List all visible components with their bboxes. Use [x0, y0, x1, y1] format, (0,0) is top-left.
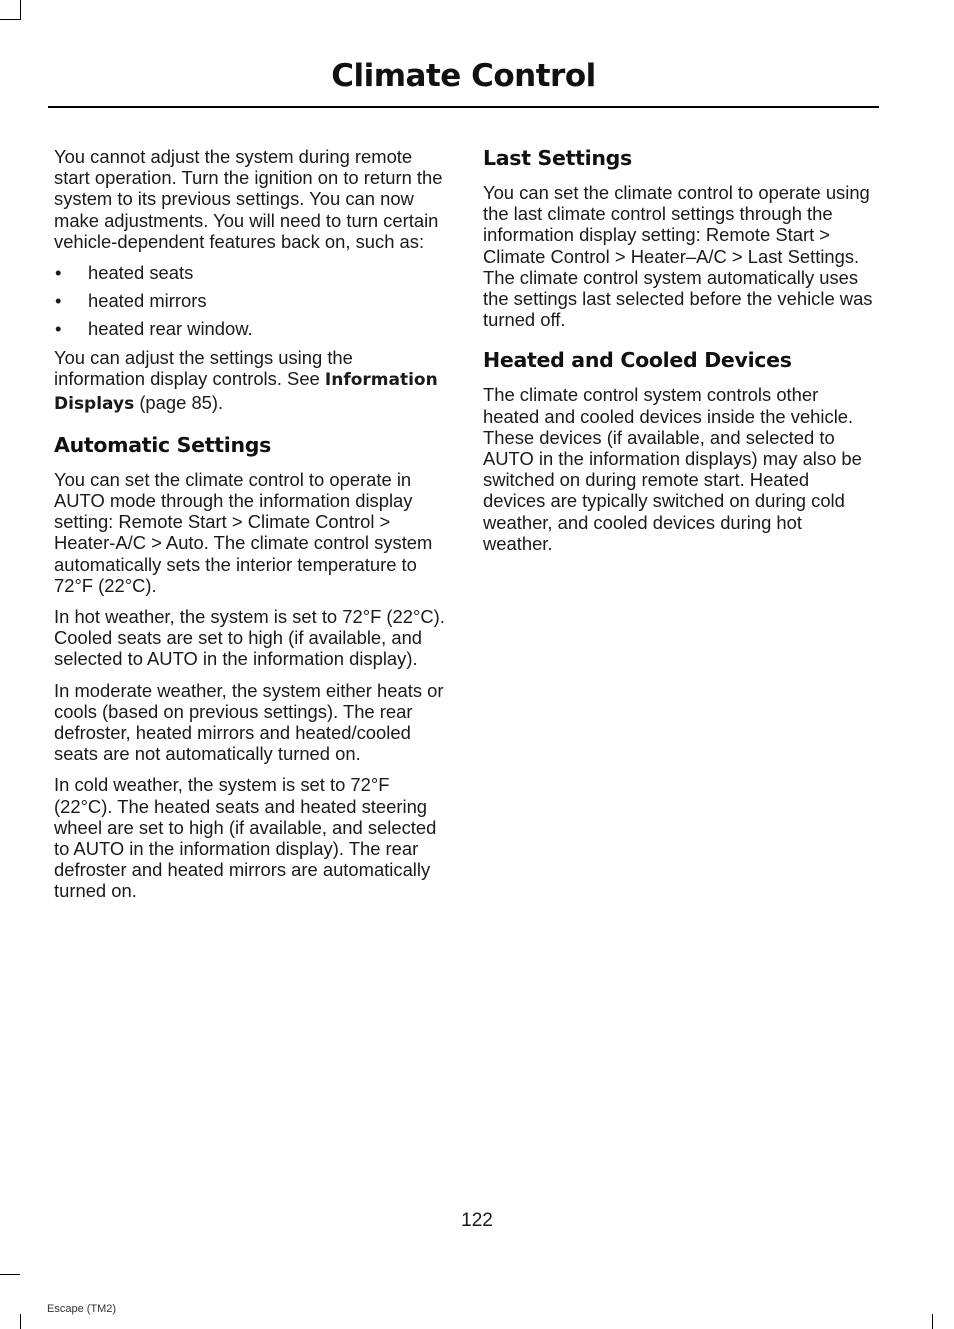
crop-mark-bottom-right-v [932, 1314, 933, 1329]
automatic-paragraph-3: In moderate weather, the system either heats or cools (based on previous settings). The rear defroster, heated mirrors and heated/cooled seats are not automatically turned on. [54, 679, 444, 765]
bullet-icon: • [55, 290, 62, 312]
crop-mark-top-left-v [20, 0, 21, 20]
left-column [54, 146, 446, 912]
heated-cooled-devices-heading: Heated and Cooled Devices [483, 348, 792, 373]
footer-model-label: Escape (TM2) [47, 1303, 117, 1315]
information-displays-reference[interactable]: Information Displays [54, 370, 438, 414]
intro-paragraph: You cannot adjust the system during remote start operation. Turn the ignition on to return the system to its previous settings. You can now make adjustments. You will need to turn certain vehicle-dependent features back on, such as: [54, 146, 443, 252]
list-item-label: heated mirrors [88, 290, 207, 312]
heated-cooled-devices-paragraph: The climate control system controls other heated and cooled devices inside the vehicle. These devices (if available, and selected to AUTO in the information displays) may also be switched on during remote start. Heated devices are typically switched on during cold weather, and cooled devices during hot weather. [483, 384, 862, 554]
automatic-settings-heading: Automatic Settings [54, 432, 272, 457]
last-settings-heading: Last Settings [483, 146, 632, 170]
automatic-paragraph-1: You can set the climate control to operate in AUTO mode through the information display setting: Remote Start > Climate Control > Heater-A/C > Auto. The climate control system automatically sets the interior temperature to 72°F (22°C). [54, 468, 433, 596]
page-number: 122 [461, 1210, 493, 1231]
page-title: Climate Control [331, 58, 596, 94]
list-item [54, 318, 446, 339]
list-item [54, 290, 446, 311]
feature-list [54, 262, 446, 339]
list-item-label: heated seats [88, 262, 194, 284]
adjust-text: You can adjust the settings using the information display controls. See [54, 347, 353, 390]
last-settings-paragraph: You can set the climate control to operate using the last climate control settings through the information display setting: Remote Start > Climate Control > Heater–A/C > Last Settings. The climate control system automatically uses the settings last selected before the vehicle was turned off. [483, 182, 873, 331]
title-divider [48, 106, 879, 108]
automatic-paragraph-4: In cold weather, the system is set to 72°F (22°C). The heated seats and heated steering wheel are set to high (if available, and selected to AUTO in the information display). The rear defroster and heated mirrors are automatically turned on. [54, 774, 437, 902]
list-item-label: heated rear window. [88, 318, 253, 340]
crop-mark-bottom-left-h [0, 1274, 20, 1275]
page-reference: (page 85). [134, 391, 224, 413]
bullet-icon: • [55, 262, 62, 284]
bullet-icon: • [55, 318, 62, 340]
crop-mark-top-left-h [0, 19, 20, 20]
automatic-paragraph-2: In hot weather, the system is set to 72°F (22°C). Cooled seats are set to high (if available, and selected to AUTO in the information display). [54, 606, 445, 670]
crop-mark-bottom-left-v [20, 1314, 21, 1329]
list-item [54, 262, 446, 283]
adjust-paragraph [54, 347, 446, 415]
right-column [483, 146, 875, 564]
